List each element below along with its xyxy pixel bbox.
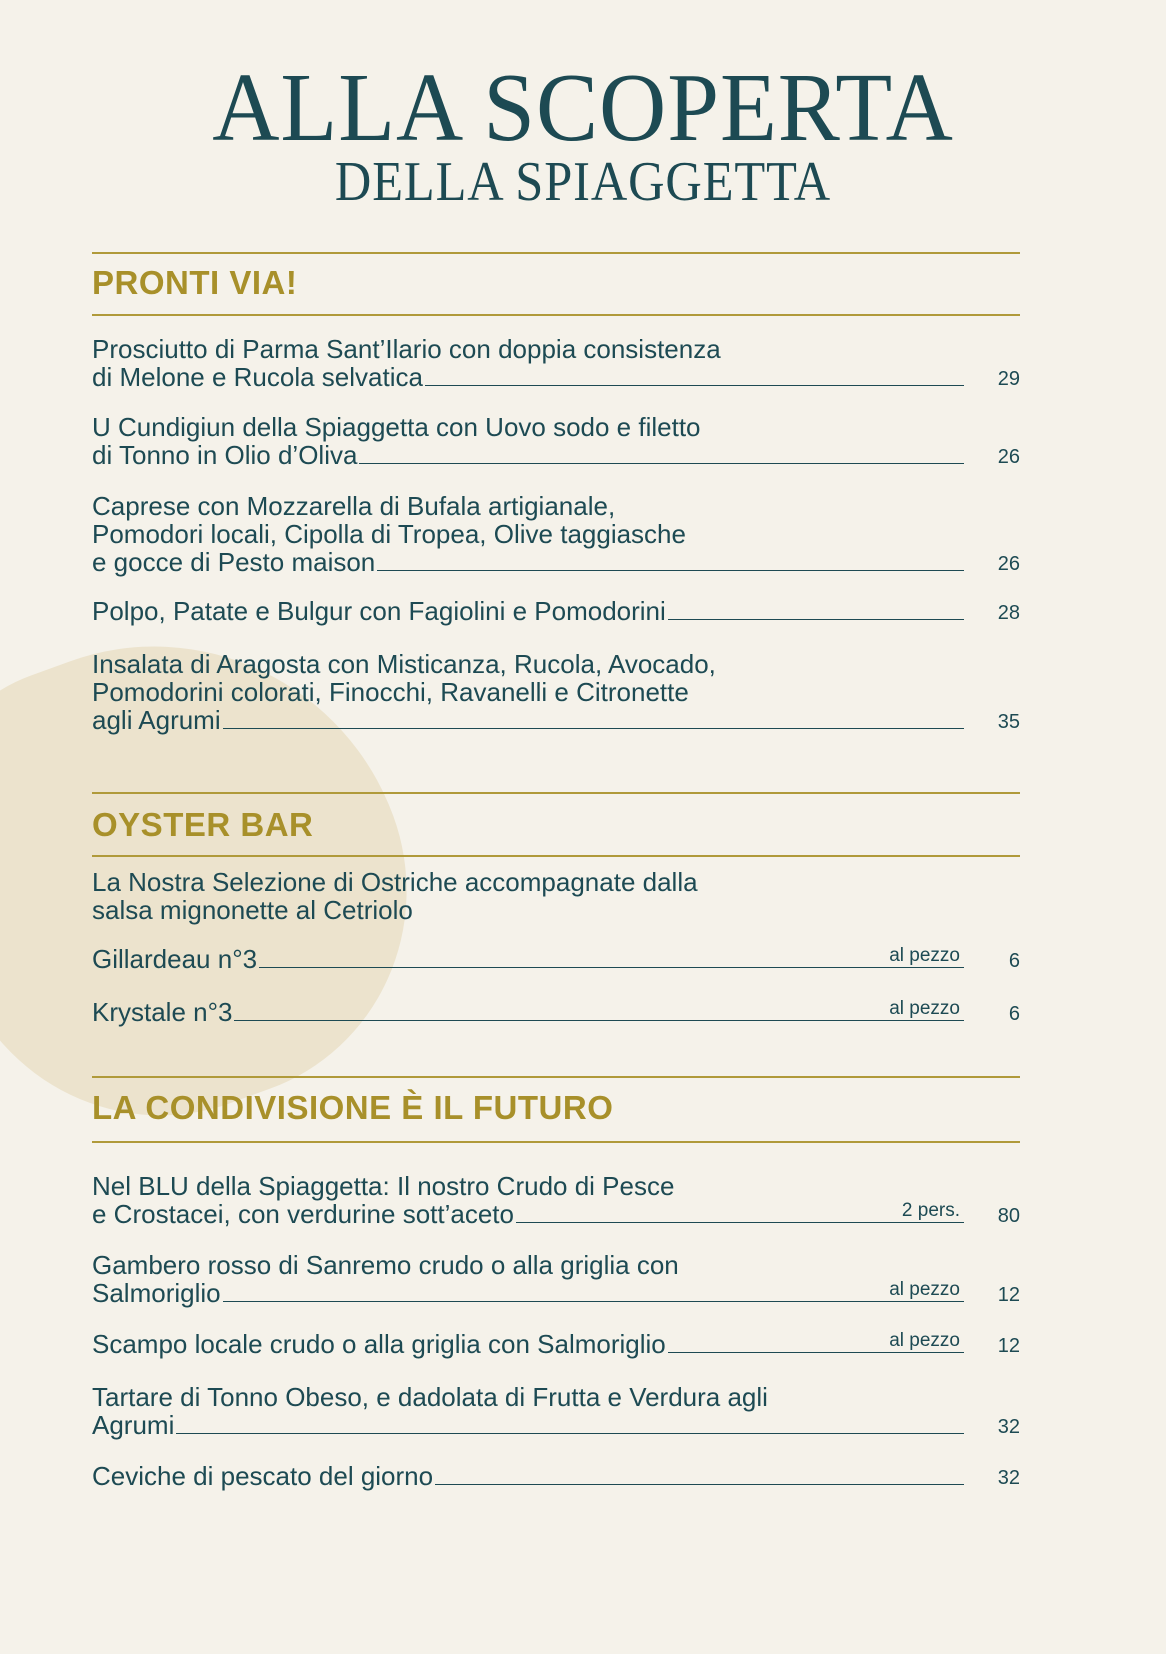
section-title: PRONTI VIA! xyxy=(92,264,298,301)
item-price: 26 xyxy=(997,553,1020,575)
item-name-line: Pomodorini colorati, Finocchi, Ravanelli e Citronette xyxy=(92,677,689,707)
dotted-leader xyxy=(223,727,964,729)
menu-item xyxy=(92,335,1020,391)
menu-item xyxy=(92,1330,1020,1358)
item-name-line: Gillardeau n°3 xyxy=(92,944,258,974)
leader-area xyxy=(666,618,964,625)
leader-area xyxy=(232,998,964,1026)
section-title: OYSTER BAR xyxy=(92,806,314,843)
leader-area xyxy=(257,945,964,973)
item-name-line: agli Agrumi xyxy=(92,705,221,735)
item-last-line xyxy=(92,1200,1020,1228)
item-note: al pezzo xyxy=(889,1330,960,1351)
item-price: 6 xyxy=(1008,1003,1020,1025)
item-name-line: Agrumi xyxy=(92,1410,175,1440)
item-name-line: Scampo locale crudo o alla griglia con Salmoriglio xyxy=(92,1329,666,1359)
menu-item xyxy=(92,492,1020,576)
menu-item xyxy=(92,597,1020,625)
item-last-line xyxy=(92,998,1020,1026)
menu-subtitle: DELLA SPIAGGETTA xyxy=(334,151,832,213)
menu-item xyxy=(92,1172,1020,1228)
item-note: al pezzo xyxy=(889,998,960,1019)
item-price: 80 xyxy=(997,1205,1020,1227)
menu-item xyxy=(92,998,1020,1026)
dotted-leader xyxy=(425,384,964,386)
dotted-leader xyxy=(359,462,964,464)
item-price: 32 xyxy=(997,1467,1020,1489)
item-name-line: e gocce di Pesto maison xyxy=(92,547,376,577)
item-note: 2 pers. xyxy=(901,1200,960,1221)
leader-area xyxy=(375,569,964,576)
leader-area xyxy=(174,1432,964,1439)
section-divider xyxy=(92,1141,1020,1143)
item-price: 28 xyxy=(997,602,1020,624)
item-price: 26 xyxy=(997,446,1020,468)
dotted-leader xyxy=(259,966,964,968)
item-last-line xyxy=(92,945,1020,973)
leader-area xyxy=(221,727,964,734)
leader-area xyxy=(221,1279,964,1307)
leader-area xyxy=(433,1483,964,1490)
item-last-line xyxy=(92,1411,1020,1439)
item-name-line: Tartare di Tonno Obeso, e dadolata di Frutta e Verdura agli xyxy=(92,1382,768,1412)
menu-title: ALLA SCOPERTA xyxy=(212,54,954,162)
dotted-leader xyxy=(516,1221,964,1223)
menu-item xyxy=(92,945,1020,973)
item-name-line: Pomodori locali, Cipolla di Tropea, Olive taggiasche xyxy=(92,519,686,549)
description-line: salsa mignonette al Cetriolo xyxy=(92,895,413,925)
item-name-line: di Tonno in Olio d’Oliva xyxy=(92,440,358,470)
leader-area xyxy=(666,1330,964,1358)
item-last-line xyxy=(92,441,1020,469)
item-name-line: Polpo, Patate e Bulgur con Fagiolini e Pomodorini xyxy=(92,596,666,626)
item-name-line: Ceviche di pescato del giorno xyxy=(92,1461,434,1491)
item-name-line: Caprese con Mozzarella di Bufala artigianale, xyxy=(92,491,616,521)
item-note: al pezzo xyxy=(889,1279,960,1300)
item-name-line: di Melone e Rucola selvatica xyxy=(92,362,423,392)
item-note: al pezzo xyxy=(889,945,960,966)
item-last-line xyxy=(92,1279,1020,1307)
dotted-leader xyxy=(377,569,964,571)
item-price: 6 xyxy=(1008,950,1020,972)
menu-item xyxy=(92,650,1020,734)
item-name-line: Nel BLU della Spiaggetta: Il nostro Crudo di Pesce xyxy=(92,1171,675,1201)
menu-item xyxy=(92,1462,1020,1490)
section-divider xyxy=(92,252,1020,254)
item-price: 32 xyxy=(997,1416,1020,1438)
item-price: 12 xyxy=(997,1335,1020,1357)
item-last-line xyxy=(92,363,1020,391)
item-last-line xyxy=(92,1330,1020,1358)
section-description xyxy=(92,868,1020,924)
leader-area xyxy=(514,1200,964,1228)
section-title: LA CONDIVISIONE È IL FUTURO xyxy=(92,1089,614,1126)
section-divider xyxy=(92,792,1020,794)
item-last-line xyxy=(92,597,1020,625)
dotted-leader xyxy=(234,1019,964,1021)
section-divider xyxy=(92,314,1020,316)
menu-item xyxy=(92,1251,1020,1307)
item-price: 35 xyxy=(997,711,1020,733)
item-name-line: Salmoriglio xyxy=(92,1278,221,1308)
item-last-line xyxy=(92,548,1020,576)
item-name-line: Prosciutto di Parma Sant’Ilario con doppia consistenza xyxy=(92,334,721,364)
item-name-line: Krystale n°3 xyxy=(92,997,233,1027)
section-divider xyxy=(92,855,1020,857)
dotted-leader xyxy=(435,1483,964,1485)
section-divider xyxy=(92,1076,1020,1078)
item-name-line: e Crostacei, con verdurine sott’aceto xyxy=(92,1199,514,1229)
item-name-line: Insalata di Aragosta con Misticanza, Rucola, Avocado, xyxy=(92,649,716,679)
item-last-line xyxy=(92,706,1020,734)
dotted-leader xyxy=(223,1300,964,1302)
item-name-line: Gambero rosso di Sanremo crudo o alla griglia con xyxy=(92,1250,679,1280)
item-last-line xyxy=(92,1462,1020,1490)
item-name-line: U Cundigiun della Spiaggetta con Uovo sodo e filetto xyxy=(92,412,701,442)
menu-item xyxy=(92,413,1020,469)
menu-item xyxy=(92,1383,1020,1439)
description-line: La Nostra Selezione di Ostriche accompagnate dalla xyxy=(92,867,698,897)
dotted-leader xyxy=(668,618,964,620)
item-price: 12 xyxy=(997,1284,1020,1306)
dotted-leader xyxy=(176,1432,964,1434)
leader-area xyxy=(423,384,964,391)
leader-area xyxy=(357,462,964,469)
item-price: 29 xyxy=(997,368,1020,390)
